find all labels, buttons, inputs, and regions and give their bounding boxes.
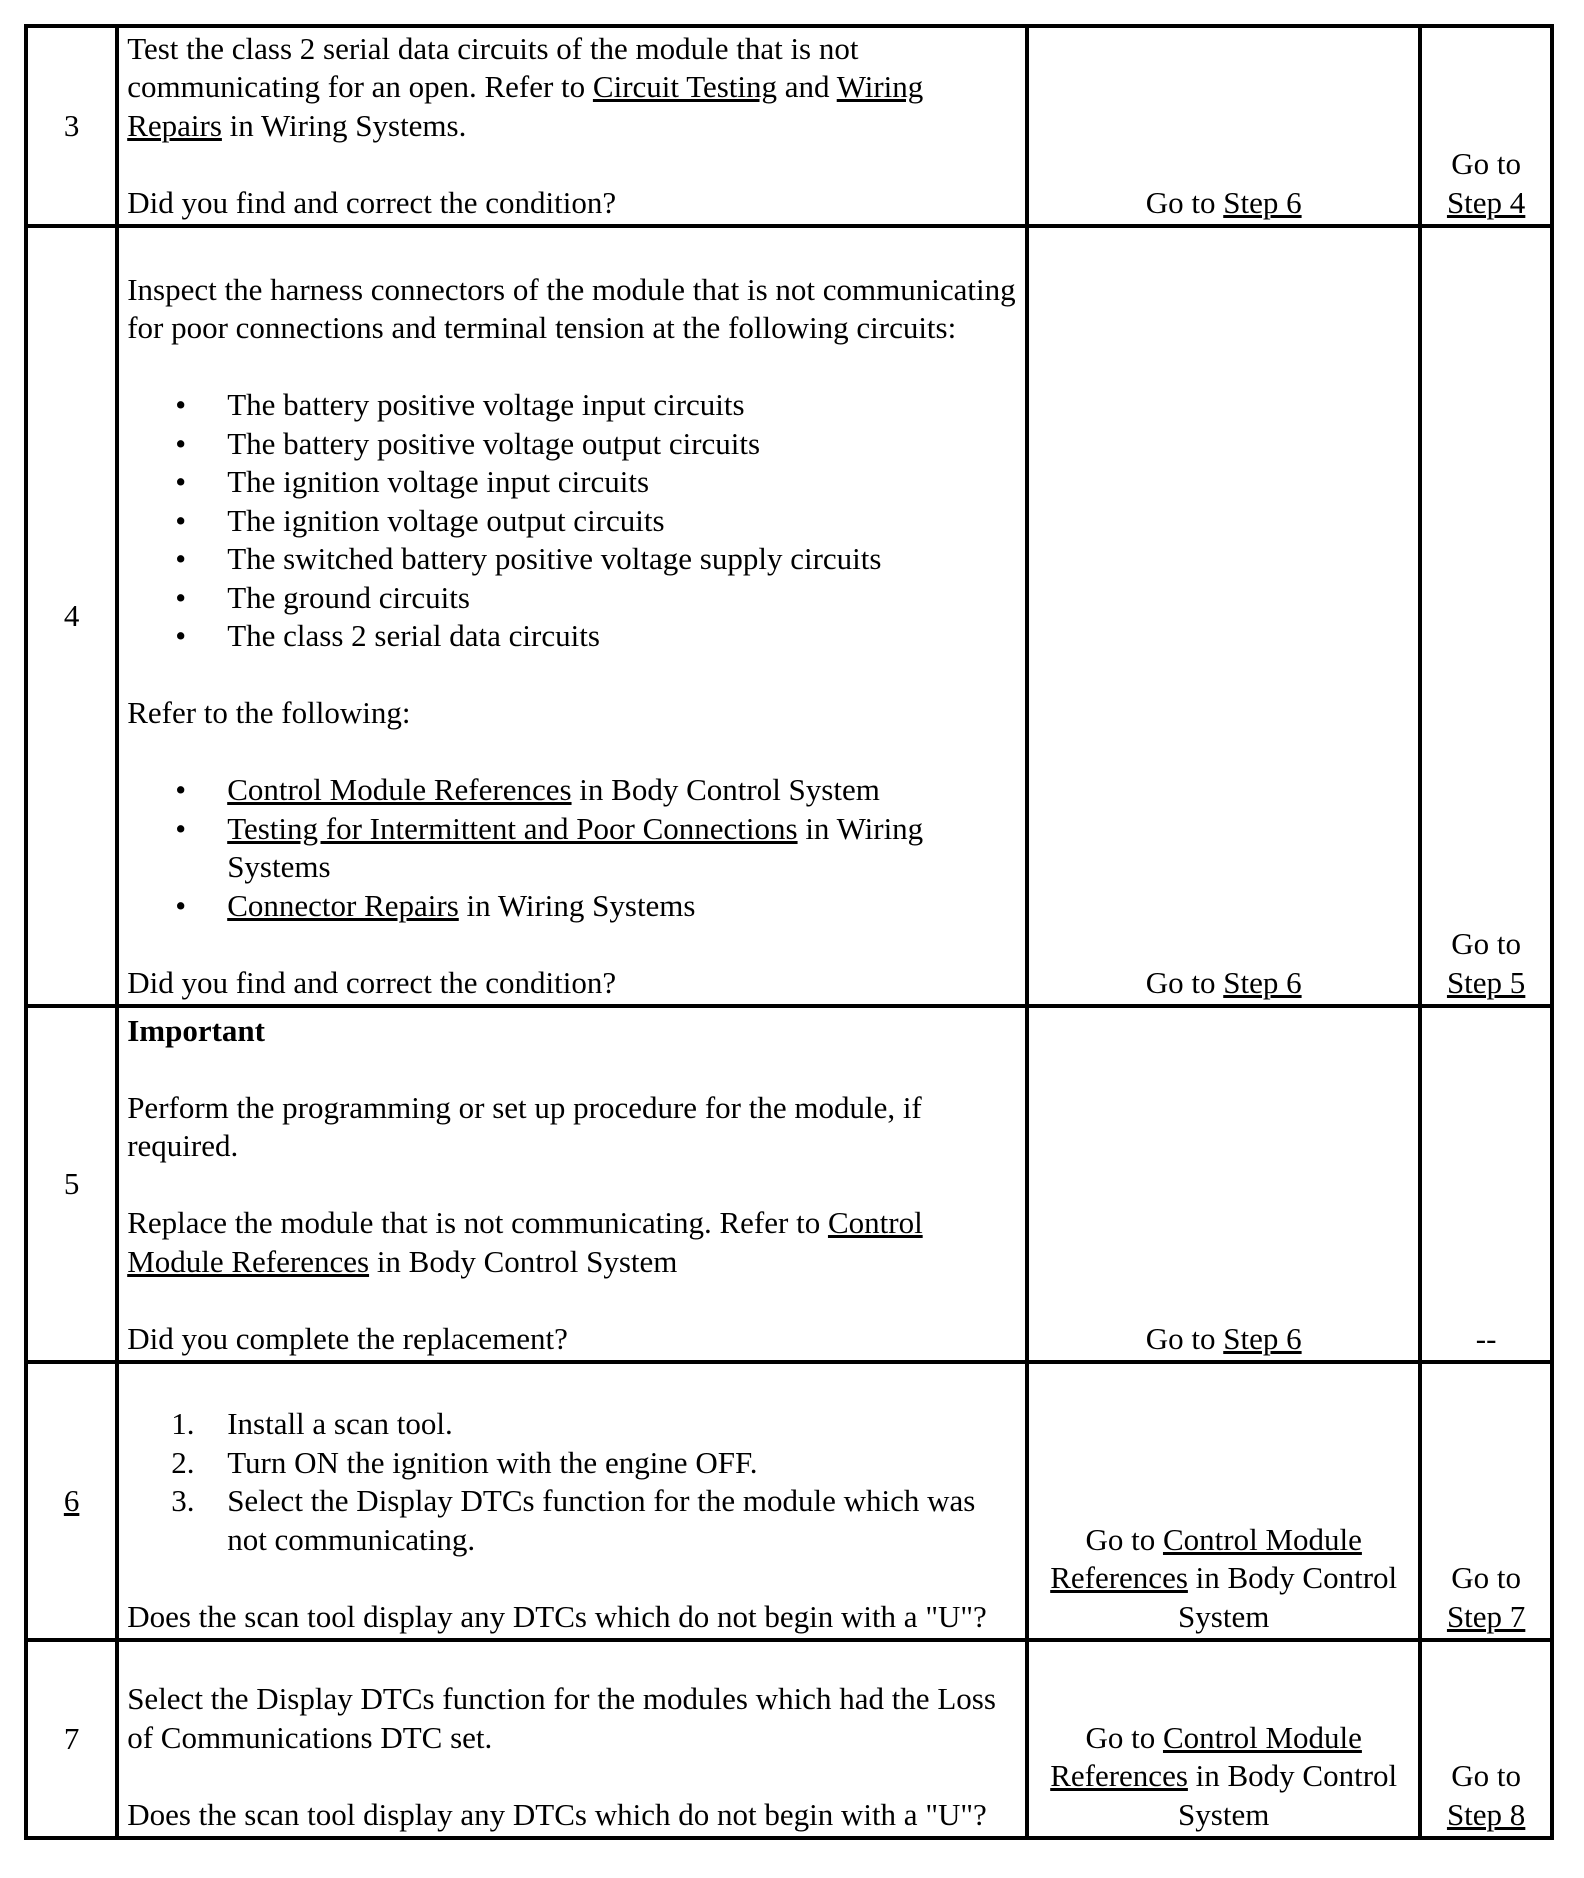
- table-row: [26, 1006, 1552, 1362]
- refer-text: Refer to the following:: [127, 695, 411, 730]
- link-step-6[interactable]: Step 6: [1223, 1320, 1302, 1356]
- text-span: Go to: [1085, 1719, 1163, 1755]
- yes-cell: [1027, 226, 1420, 1006]
- action-question: Did you complete the replacement?: [127, 1320, 568, 1356]
- table-row: [26, 1640, 1552, 1838]
- yes-cell: [1027, 1006, 1420, 1362]
- text-span: in Body Control System: [1178, 1560, 1398, 1634]
- list-item: • The ground circuits: [127, 579, 1017, 618]
- link-testing-intermittent[interactable]: Testing for Intermittent and Poor Connections: [227, 810, 798, 846]
- diagnostic-table: [24, 24, 1554, 1840]
- no-cell: [1420, 226, 1552, 1006]
- link-step-number[interactable]: 6: [63, 1482, 80, 1518]
- no-cell: [1420, 1362, 1552, 1640]
- text-span: Replace the module that is not communicating. Refer to: [127, 1205, 828, 1240]
- action-text: Perform the programming or set up procedure for the module, if required.: [127, 1089, 922, 1163]
- action-cell: [117, 1362, 1027, 1640]
- yes-cell: [1027, 1362, 1420, 1640]
- list-item: [127, 810, 1017, 887]
- procedure-list: [127, 1405, 1017, 1559]
- circuit-list: [127, 386, 1017, 656]
- table-row: [26, 226, 1552, 1006]
- table-row: [26, 1362, 1552, 1640]
- link-step-7[interactable]: Step 7: [1446, 1598, 1526, 1634]
- step-number: 7: [26, 1640, 117, 1838]
- list-number: 2.: [171, 1444, 195, 1480]
- text-span: Test the class 2 serial data circuits of the module that is not communicating for an open. Refer to: [127, 30, 859, 104]
- step-number: 5: [26, 1006, 117, 1362]
- list-item: [127, 1444, 1017, 1483]
- no-cell: [1420, 26, 1552, 226]
- link-wiring-repairs[interactable]: Wiring Repairs: [127, 69, 924, 143]
- action-cell: [117, 1640, 1027, 1838]
- action-text: [127, 30, 1017, 146]
- yes-cell: [1027, 1640, 1420, 1838]
- table-row: [26, 26, 1552, 226]
- text-span: Go to: [1451, 926, 1521, 961]
- link-step-6[interactable]: Step 6: [1223, 184, 1302, 220]
- list-item: [127, 1482, 1017, 1559]
- text-span: Go to: [1451, 1758, 1521, 1793]
- no-cell: [1420, 1640, 1552, 1838]
- list-item: [127, 771, 1017, 810]
- list-item: • The ignition voltage input circuits: [127, 463, 1017, 502]
- action-cell: [117, 26, 1027, 226]
- list-item: • The battery positive voltage input circuits: [127, 386, 1017, 425]
- link-step-6[interactable]: Step 6: [1223, 964, 1302, 1000]
- list-item: • The battery positive voltage output circuits: [127, 425, 1017, 464]
- text-span: Go to: [1145, 184, 1224, 220]
- step-number: 3: [26, 26, 117, 226]
- action-question: Did you find and correct the condition?: [127, 184, 617, 220]
- list-item: [127, 887, 1017, 926]
- list-item: [127, 1405, 1017, 1444]
- link-step-5[interactable]: Step 5: [1446, 964, 1526, 1000]
- text-span: in Body Control System: [369, 1243, 678, 1279]
- action-text: Inspect the harness connectors of the module that is not communicating for poor connections and terminal tension at the following circuits:: [127, 271, 1016, 345]
- important-heading: Important: [127, 1012, 265, 1048]
- action-cell: [117, 1006, 1027, 1362]
- list-text: Turn ON the ignition with the engine OFF.: [227, 1444, 758, 1480]
- text-span: in Body Control System: [1178, 1758, 1398, 1832]
- link-control-module-references[interactable]: Control Module References: [1050, 1521, 1362, 1595]
- action-text: Select the Display DTCs function for the modules which had the Loss of Communications DTC set.: [127, 1681, 996, 1755]
- link-control-module-references[interactable]: Control Module References: [127, 1205, 923, 1279]
- text-span: Go to: [1451, 1560, 1521, 1595]
- link-step-4[interactable]: Step 4: [1446, 184, 1526, 220]
- no-cell: --: [1420, 1006, 1552, 1362]
- text-span: in Body Control System: [571, 772, 880, 807]
- link-circuit-testing[interactable]: Circuit Testing: [592, 69, 778, 104]
- step-number: [26, 1362, 117, 1640]
- action-cell: [117, 226, 1027, 1006]
- text-span: Go to: [1145, 964, 1224, 1000]
- text-span: in Wiring Systems: [227, 810, 924, 884]
- list-item: • The switched battery positive voltage supply circuits: [127, 540, 1017, 579]
- text-span: Go to: [1085, 1521, 1163, 1557]
- text-span: and: [777, 69, 837, 104]
- list-text: Install a scan tool.: [227, 1406, 453, 1441]
- link-step-8[interactable]: Step 8: [1446, 1796, 1526, 1832]
- list-item: • The class 2 serial data circuits: [127, 617, 1017, 656]
- text-span: Go to: [1451, 146, 1521, 181]
- text-span: in Wiring Systems.: [221, 107, 467, 143]
- step-number: 4: [26, 226, 117, 1006]
- text-span: Go to: [1145, 1320, 1224, 1356]
- action-text: [127, 1204, 1017, 1281]
- list-number: 1.: [171, 1406, 195, 1441]
- action-question: Does the scan tool display any DTCs which do not begin with a "U"?: [127, 1796, 987, 1832]
- yes-cell: [1027, 26, 1420, 226]
- list-text: Select the Display DTCs function for the module which was not communicating.: [227, 1483, 976, 1557]
- list-item: • The ignition voltage output circuits: [127, 502, 1017, 541]
- list-number: 3.: [171, 1483, 195, 1518]
- text-span: in Wiring Systems: [458, 887, 696, 923]
- reference-list: [127, 771, 1017, 925]
- link-control-module-references[interactable]: Control Module References: [1050, 1719, 1362, 1793]
- action-question: Does the scan tool display any DTCs which do not begin with a "U"?: [127, 1598, 987, 1634]
- action-question: Did you find and correct the condition?: [127, 964, 617, 1000]
- link-control-module-references[interactable]: Control Module References: [227, 772, 572, 807]
- link-connector-repairs[interactable]: Connector Repairs: [227, 887, 459, 923]
